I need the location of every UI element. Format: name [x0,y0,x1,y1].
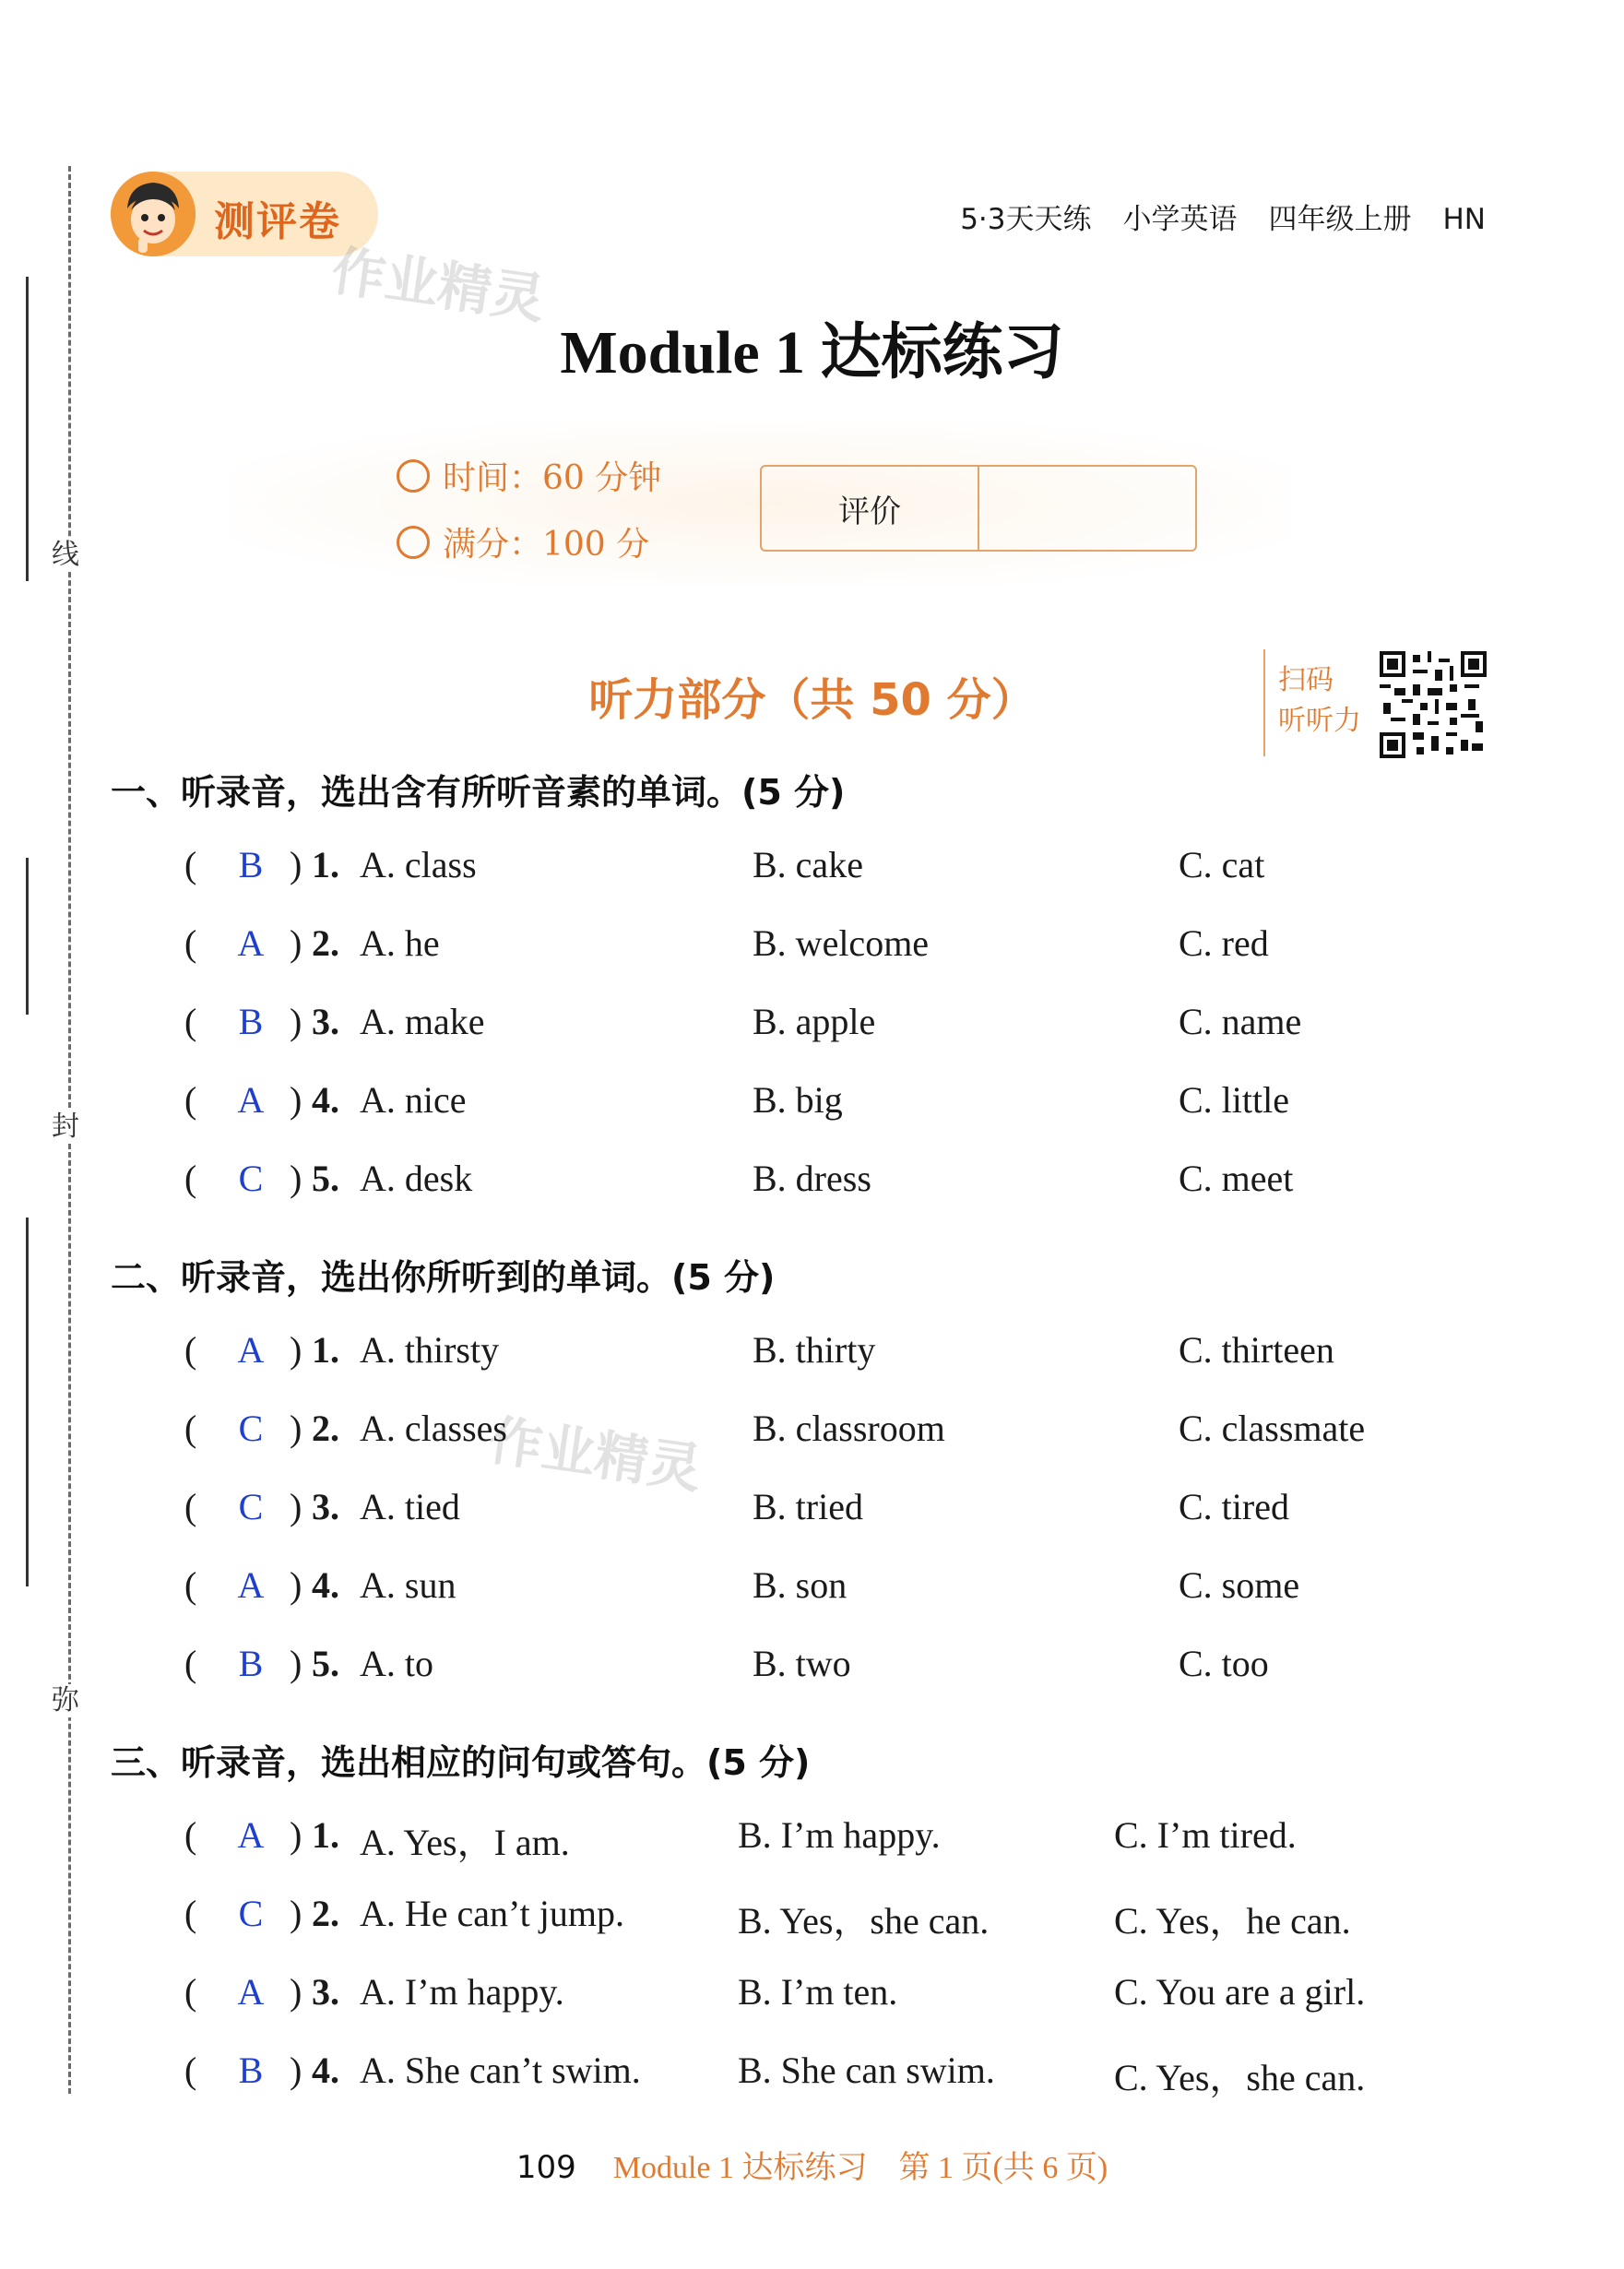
option-b: B. classroom [753,1408,945,1449]
answer-mark: B [238,844,264,885]
answer-mark: A [237,1329,265,1371]
option-b: B. big [753,1079,843,1121]
binding-char-mi: 弥 [52,1684,79,1717]
option-c: C. Yes，he can. [1114,1900,1351,1942]
option-c: C. tired [1179,1486,1289,1527]
option-a: A. to [360,1643,433,1684]
listening-part-title: 听力部分（共 50 分） [588,674,1036,726]
option-b: B. Yes，she can. [738,1900,990,1942]
question-row: ( C ) 3. A. tied B. tried C. tired [184,1486,1289,1527]
question-row: ( A ) 2. A. he B. welcome C. red [184,922,1269,964]
option-a: A. classes [360,1408,507,1449]
question-number: 2. [312,1408,339,1449]
question-row: ( B ) 3. A. make B. apple C. name [184,1001,1302,1042]
answer-mark: B [238,2049,264,2091]
option-c: C. cat [1179,844,1265,885]
time-info [397,452,661,499]
evaluation-box [760,465,1197,552]
question-number: 5. [312,1643,339,1684]
option-a: A. She can’t swim. [360,2049,641,2091]
option-c: C. classmate [1179,1408,1366,1449]
option-c: C. You are a girl. [1114,1971,1366,2013]
option-a: A. desk [360,1158,473,1199]
section-title: 三、听录音，选出相应的问句或答句。(5 分) [111,1742,811,1783]
option-a: A. he [360,922,440,964]
answer-mark: C [238,1408,264,1449]
option-b: B. apple [753,1001,876,1042]
section-title: 二、听录音，选出你所听到的单词。(5 分) [111,1257,776,1298]
evaluation-value[interactable] [979,467,1195,550]
footer-text: Module 1 达标练习 第 1 页(共 6 页) [612,2151,1108,2185]
page-number: 109 [516,2149,576,2186]
answer-mark: B [238,1001,264,1042]
series-edition: HN [1442,203,1486,236]
question-number: 4. [312,1564,339,1606]
evaluation-label: 评价 [762,467,979,550]
question-number: 1. [312,844,339,885]
answer-mark: A [237,1971,265,2013]
question-number: 3. [312,1001,339,1042]
option-c: C. some [1179,1564,1300,1606]
qr-code-icon[interactable] [1380,651,1487,758]
scan-hint-line2: 听听力 [1278,705,1361,737]
answer-mark: A [237,1079,265,1121]
option-a: A. tied [360,1486,460,1527]
answer-mark: A [237,1814,265,1856]
option-a: A. class [360,844,477,885]
option-a: A. He can’t jump. [360,1893,624,1934]
option-a: A. I’m happy. [360,1971,564,2013]
series-brand: 5·3天天练 [960,203,1092,236]
question-row: ( B ) 4. A. She can’t swim. B. She can swim. C. Yes，she can. [184,2049,1476,2104]
binding-char-feng: 封 [52,1111,79,1143]
question-number: 1. [312,1814,339,1856]
scan-hint [1263,649,1374,756]
score-info [397,518,649,565]
binding-char-xian: 线 [52,539,79,571]
answer-mark: A [237,922,265,964]
option-c: C. thirteen [1179,1329,1334,1371]
question-row: ( A ) 1. A. Yes，I am. B. I’m happy. C. I’m tired. [184,1813,1476,1869]
question-row: ( A ) 1. A. thirsty B. thirty C. thirteen [184,1329,1334,1371]
series-grade: 四年级上册 [1268,203,1412,236]
option-c: C. meet [1179,1158,1294,1199]
option-b: B. son [753,1564,848,1606]
option-b: B. tried [753,1486,863,1527]
question-number: 2. [312,922,339,964]
question-number: 4. [312,1079,339,1121]
option-c: C. I’m tired. [1114,1814,1297,1856]
question-row: ( A ) 4. A. sun B. son C. some [184,1564,1300,1606]
question-number: 3. [312,1971,339,2013]
answer-mark: B [238,1643,264,1684]
option-a: A. sun [360,1564,456,1606]
option-c: C. name [1179,1001,1302,1042]
score-text: 满分：100 分 [443,526,650,564]
badge-label: 测评卷 [214,198,341,245]
question-number: 3. [312,1486,339,1527]
section-title: 一、听录音，选出含有所听音素的单词。(5 分) [111,772,846,813]
scan-hint-line1: 扫码 [1278,664,1334,696]
question-number: 2. [312,1893,339,1934]
page-title: Module 1 达标练习 [560,319,1064,386]
question-number: 4. [312,2049,339,2091]
option-b: B. dress [753,1158,871,1199]
answer-mark: C [238,1893,264,1934]
option-b: B. She can swim. [738,2049,995,2091]
answer-mark: C [238,1158,264,1199]
option-c: C. red [1179,922,1269,964]
answer-mark: A [237,1564,265,1606]
option-b: B. I’m ten. [738,1971,898,2013]
option-c: C. little [1179,1079,1289,1121]
option-b: B. two [753,1643,851,1684]
cartoon-boy-icon [111,172,196,256]
question-row: ( A ) 3. A. I’m happy. B. I’m ten. C. You are a girl. [184,1971,1366,2013]
binding-tick [26,1218,29,1586]
time-text: 时间：60 分钟 [443,459,662,497]
question-row: ( A ) 4. A. nice B. big C. little [184,1079,1289,1121]
binding-tick [26,858,29,1015]
question-row: ( C ) 5. A. desk B. dress C. meet [184,1158,1294,1199]
option-b: B. welcome [753,922,930,964]
question-row: ( C ) 2. A. classes B. classroom C. classmate [184,1408,1366,1449]
watermark: 作业精灵 [484,1408,705,1501]
series-subject: 小学英语 [1122,203,1238,236]
question-number: 1. [312,1329,339,1371]
question-row: ( C ) 2. A. He can’t jump. B. Yes，she can. C. Yes，he can. [184,1892,1476,1947]
question-row: ( B ) 1. A. class B. cake C. cat [184,844,1265,885]
question-number: 5. [312,1158,339,1199]
option-a: A. make [360,1001,485,1042]
option-a: A. nice [360,1079,467,1121]
option-c: C. too [1179,1643,1269,1684]
clock-icon [397,459,430,493]
option-b: B. thirty [753,1329,876,1371]
question-row: ( B ) 5. A. to B. two C. too [184,1643,1269,1684]
option-b: B. cake [753,844,863,885]
option-a: A. Yes，I am. [360,1822,570,1863]
option-b: B. I’m happy. [738,1814,941,1856]
check-icon [397,526,430,559]
option-c: C. Yes，she can. [1114,2057,1366,2098]
answer-mark: C [238,1486,264,1527]
page-footer [0,2142,1624,2187]
series-info [960,196,1486,237]
option-a: A. thirsty [360,1329,500,1371]
watermark: 作业精灵 [327,239,549,331]
